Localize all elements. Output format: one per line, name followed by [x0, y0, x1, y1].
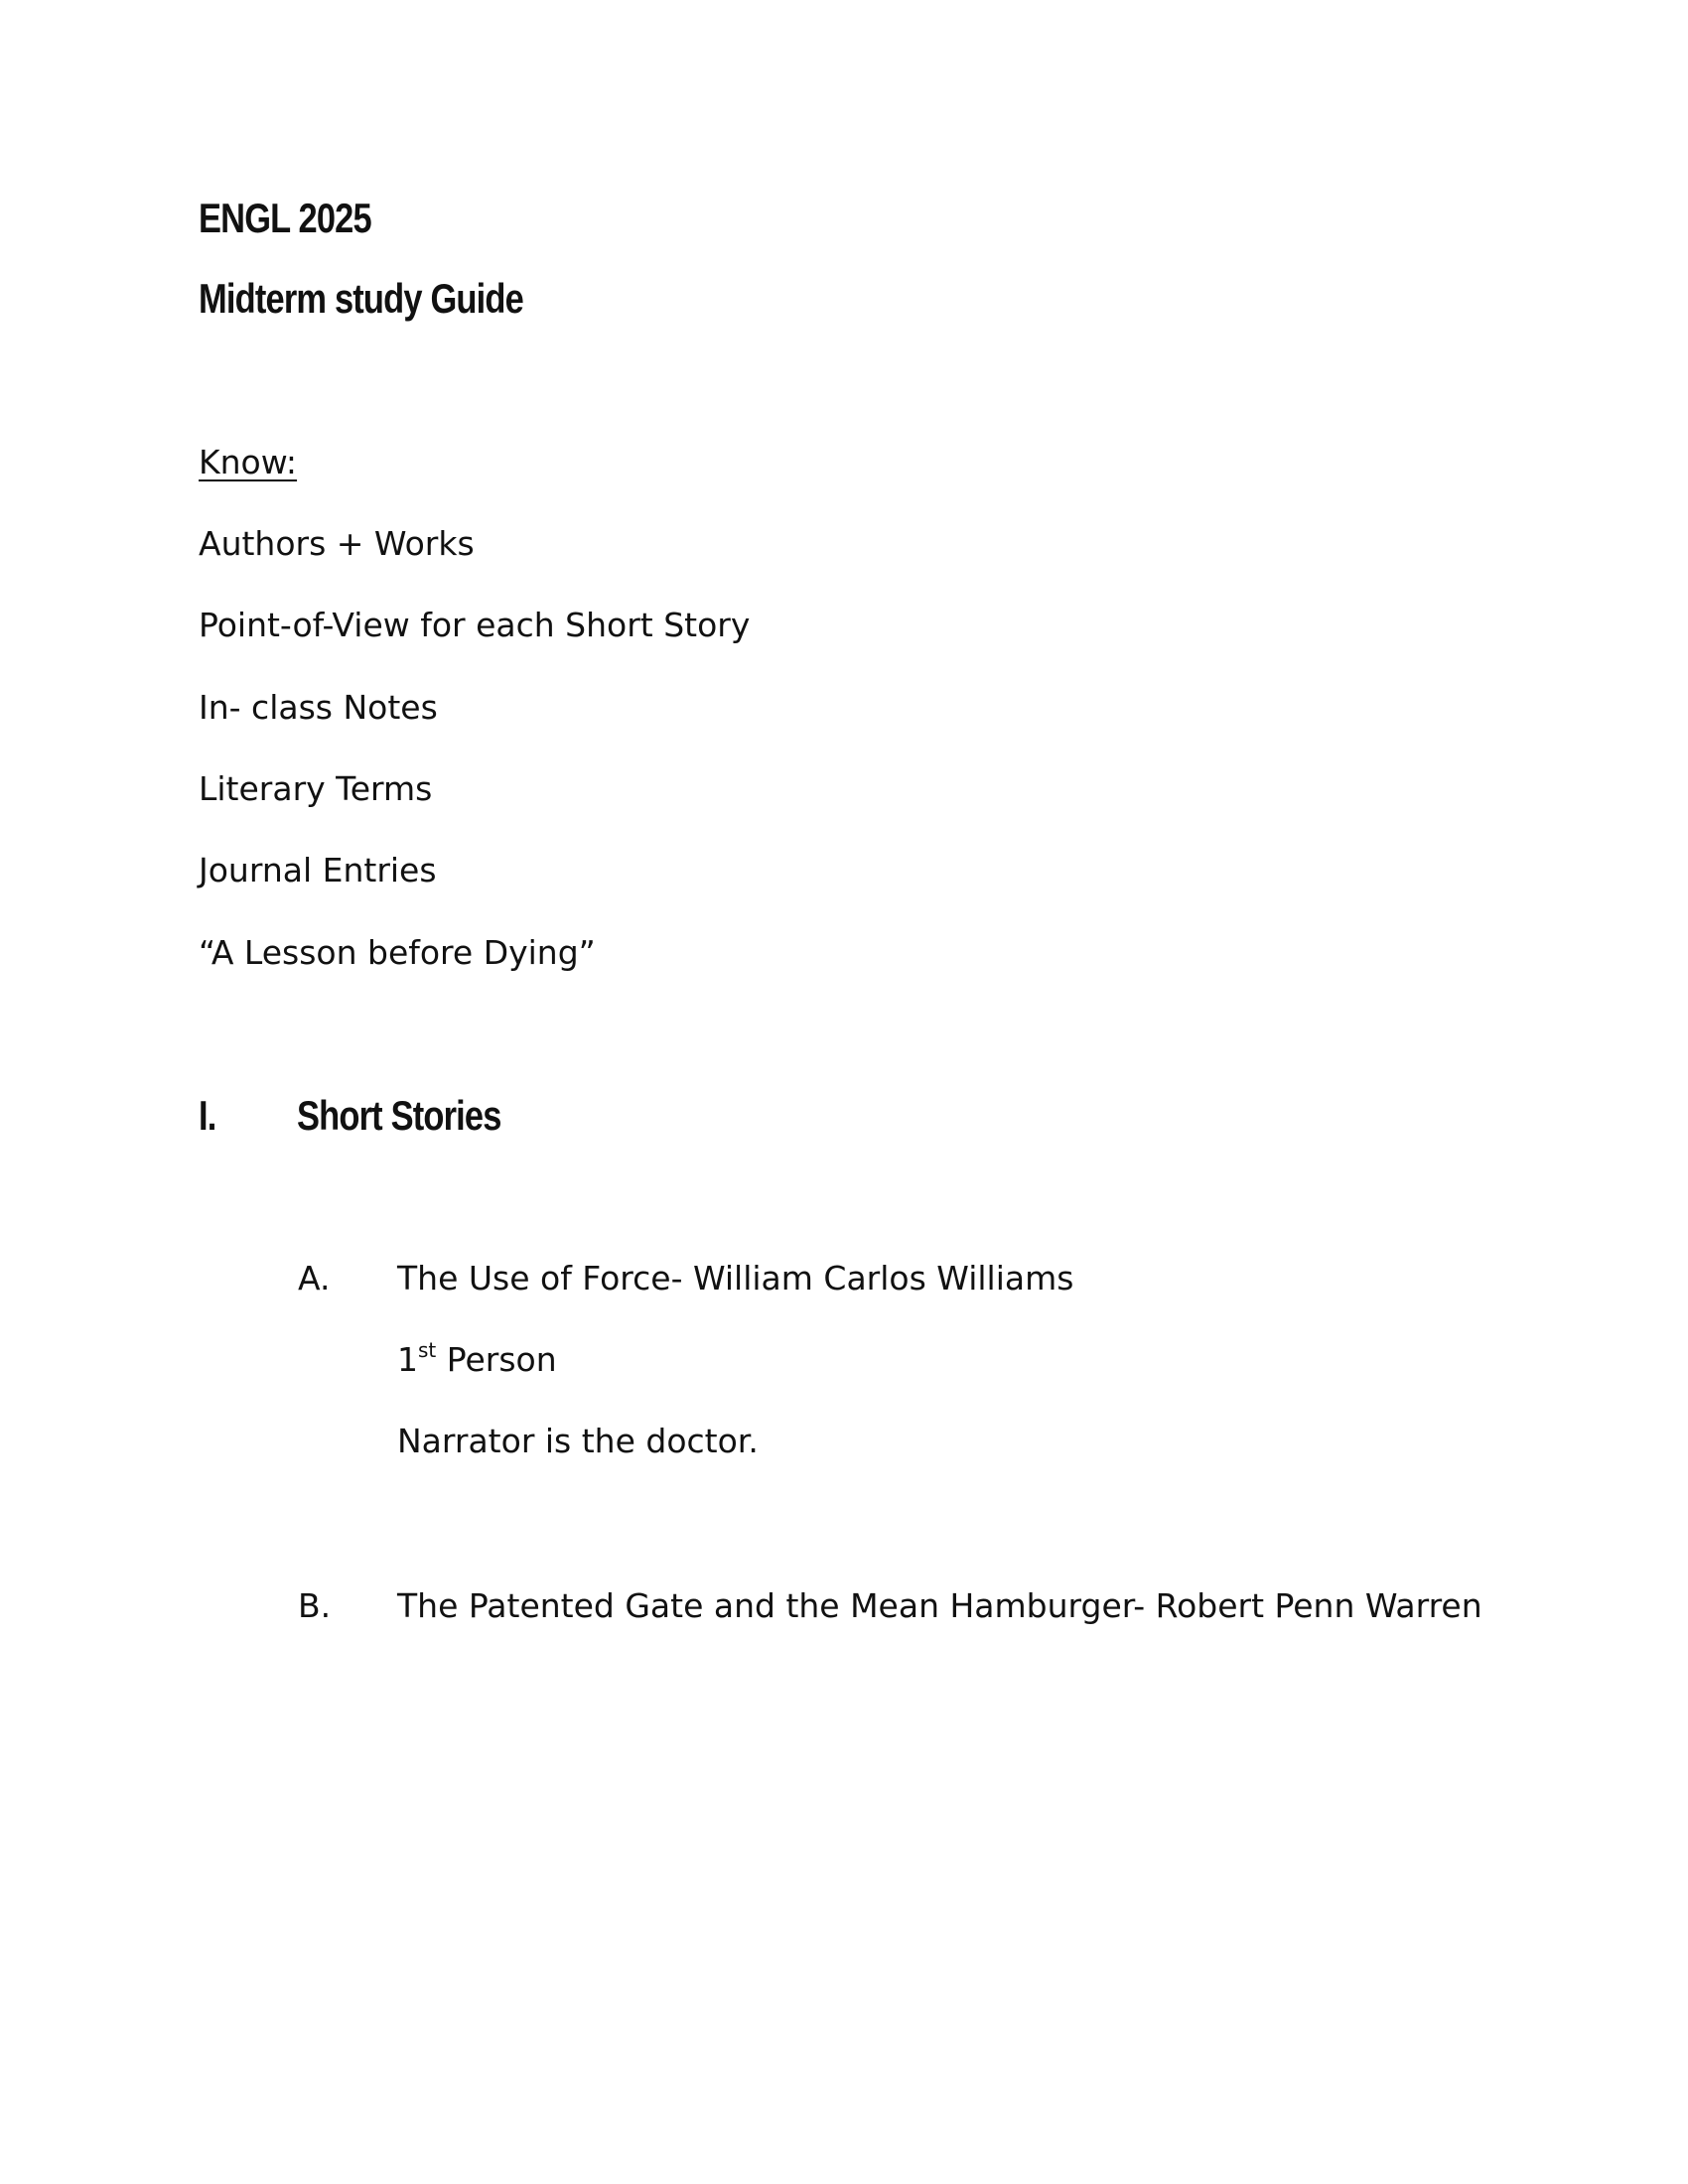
- entry-b-letter: B.: [298, 1586, 332, 1625]
- document-title: Midterm study Guide: [199, 275, 523, 322]
- pov-ordinal-suffix: st: [418, 1338, 437, 1362]
- pov-number: 1: [397, 1340, 418, 1379]
- know-item-class-notes: In- class Notes: [199, 688, 438, 727]
- know-item-novel: “A Lesson before Dying”: [199, 933, 596, 972]
- know-item-authors: Authors + Works: [199, 524, 475, 563]
- know-heading: Know:: [199, 443, 298, 481]
- entry-a-letter: A.: [298, 1259, 331, 1297]
- know-item-point-of-view: Point-of-View for each Short Story: [199, 606, 751, 644]
- section-title: Short Stories: [297, 1092, 501, 1139]
- entry-a-title: The Use of Force- William Carlos Williams: [397, 1259, 1074, 1297]
- entry-b-title: The Patented Gate and the Mean Hamburger- Robert Penn Warren: [397, 1586, 1482, 1625]
- know-item-literary-terms: Literary Terms: [199, 769, 433, 808]
- know-item-journal-entries: Journal Entries: [199, 851, 437, 889]
- course-code: ENGL 2025: [199, 195, 371, 241]
- entry-a-note: Narrator is the doctor.: [397, 1422, 759, 1460]
- entry-a-point-of-view: [397, 1340, 557, 1379]
- pov-label: Person: [436, 1340, 557, 1379]
- section-numeral: I.: [199, 1092, 216, 1139]
